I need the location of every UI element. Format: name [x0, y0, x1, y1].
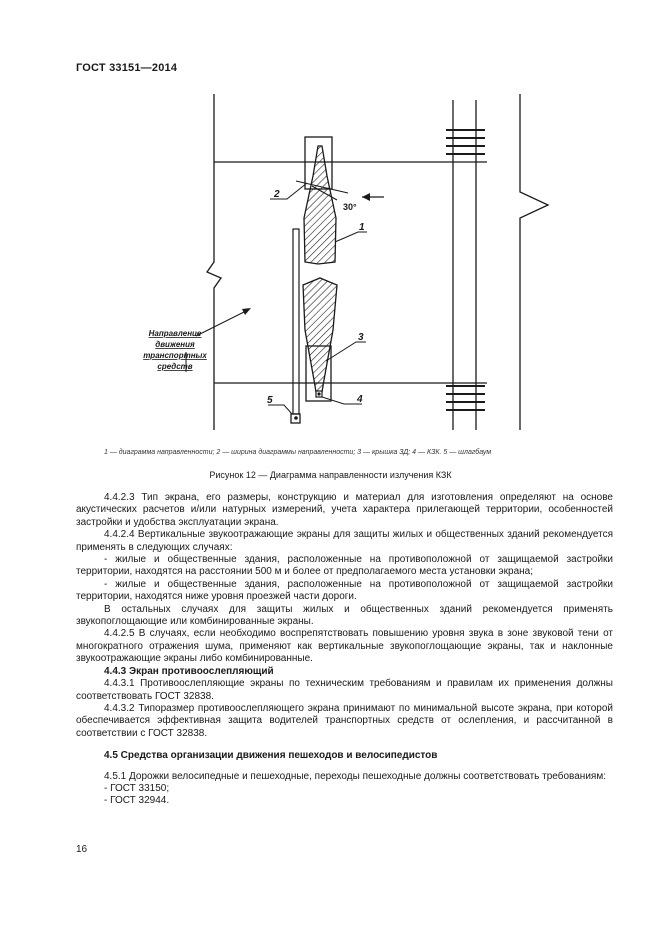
list-item: - ГОСТ 33150;: [104, 782, 170, 794]
direction-label-line4: средств: [157, 362, 193, 371]
direction-label-line1: Направление: [148, 329, 202, 338]
label-5: 5: [267, 395, 273, 406]
paragraph: 4.4.3.1 Противоослепляющие экраны по техническим требованиям и правилам их применения должны соответствовать ГОСТ 32838.: [76, 678, 613, 702]
paragraph: В остальных случаях для защиты жилых и общественных зданий рекомендуется применять звукопоглощающие или комбинированные экраны.: [76, 603, 613, 628]
directivity-lobe-upper: [304, 146, 336, 264]
section-heading: 4.5 Средства организации движения пешеходов и велосипедистов: [104, 750, 438, 762]
document-header: ГОСТ 33151—2014: [76, 62, 178, 74]
paragraph: 4.4.2.3 Тип экрана, его размеры, конструкцию и материал для изготовления определяют на основе акустических расчетов и/или натурных измерений, учета характера прилегающей территории, особенностей застройки и удобства эксплуатации экрана.: [76, 492, 613, 528]
directivity-diagram: [0, 0, 661, 440]
directivity-lobe-lower: [303, 278, 337, 392]
leader-5: [268, 405, 292, 414]
sleepers-bottom: [446, 386, 485, 410]
label-2: 2: [274, 189, 280, 200]
section-heading: 4.4.3 Экран противоослепляющий: [104, 665, 274, 677]
leader-1: [335, 232, 367, 242]
right-boundary: [520, 94, 548, 430]
label-4: 4: [357, 394, 363, 405]
left-boundary: [207, 94, 221, 430]
figure-caption: Рисунок 12 — Диаграмма направленности излучения КЗК: [209, 470, 452, 480]
label-1: 1: [359, 222, 365, 233]
page-number: 16: [76, 844, 88, 855]
barrier-pole: [293, 229, 299, 414]
paragraph: 4.4.2.5 В случаях, если необходимо воспрепятствовать повышению уровня звука в зоне звуковой тени от многократного отражения шума, применяют как вертикальные звукопоглощающие экраны, так и наклонные звукоотражающие экраны либо комбинированные.: [76, 628, 613, 665]
list-item: - жилые и общественные здания, расположенные на противоположной от защищаемой застройки территории, находятся ниже уровня проезжей части дороги.: [76, 578, 613, 603]
label-3: 3: [358, 332, 364, 343]
paragraph: 4.4.3.2 Типоразмер противоослепляющего экрана принимают по минимальной высоте экрана, при которой обеспечивается эффективная защита водителей транспортных средств от ослепления, и рассчитанной в соответствии с ГОСТ 32838.: [76, 702, 613, 739]
angle-label: 30°: [343, 202, 357, 212]
direction-label-line3: транспортных: [143, 351, 207, 360]
paragraph: 4.5.1 Дорожки велосипедные и пешеходные, переходы пешеходные должны соответствовать требованиям:: [104, 770, 606, 782]
leader-3: [326, 342, 366, 361]
paragraph: 4.4.2.4 Вертикальные звукоотражающие экраны для защиты жилых и общественных зданий рекомендуется применять в следующих случаях:: [76, 529, 613, 553]
sleepers-top: [446, 130, 485, 154]
body-text: [76, 492, 613, 808]
list-item: - ГОСТ 32944.: [104, 795, 170, 807]
direction-arrow: [196, 311, 246, 336]
figure-legend: 1 — диаграмма направленности; 2 — ширина диаграммы направленности; 3 — крышка ЗД; 4 — КЗК. 5 — шлагбаум: [104, 449, 492, 456]
list-item: - жилые и общественные здания, расположенные на противоположной от защищаемой застройки территории, находятся на расстоянии 500 м и более от предполагаемого места установки экрана;: [76, 554, 613, 578]
direction-label-line2: движения: [155, 340, 195, 349]
